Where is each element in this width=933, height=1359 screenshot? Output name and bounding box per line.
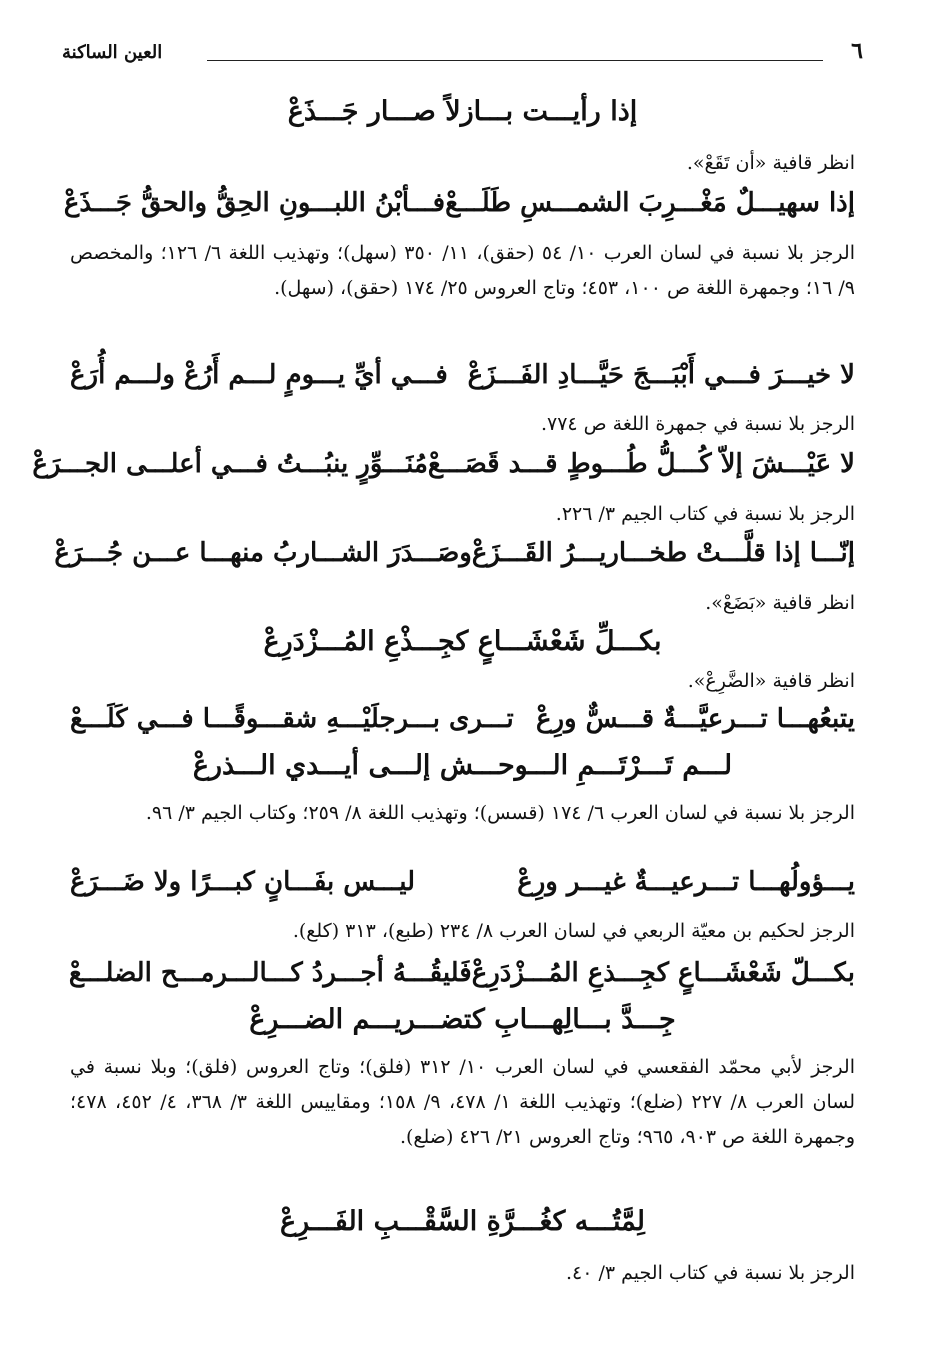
verse-8-first-hemistich: يـــؤولُهـــا تـــرعيـــةٌ غيـــر ورِعْ <box>517 867 855 897</box>
note-5: انظر قافية «بَضَعْ». <box>705 592 855 614</box>
verse-9 <box>70 958 855 988</box>
note-4: الرجز بلا نسبة في كتاب الجيم ٣/ ٢٢٦. <box>555 503 855 525</box>
verse-5-second-hemistich: وصَـــدَرَ الشـــاربُ منهـــا عـــن جُـــرَعْ <box>54 538 472 568</box>
verse-4-second-hemistich: مُنَـــوِّرٍ ينبُـــتُ فـــي أعلـــى الجـــرَعْ <box>32 449 428 479</box>
note-1: انظر قافية «أن تَقَعْ». <box>686 152 855 174</box>
note-9: الرجز لأبي محمّد الفقعسي في لسان العرب ١٠/ ٣١٢ (فلق)؛ وتاج العروس (فلق)؛ وبلا نسبة في لسان العرب ٨/ ٢٢٧ (ضلع)؛ وتهذيب اللغة ١/ ٤٧٨، ٩/ ١٥٨؛ ومقاييس اللغة ٣/ ٣٦٨، ٤/ ٤٥٢، ٤٧٨؛ وجمهرة اللغة ص ٩٠٣، ٩٦٥؛ وتاج العروس ٢١/ ٤٢٦ (ضلع). <box>70 1056 856 1149</box>
header-rule <box>207 60 823 61</box>
verse-6: بكـــلِّ شَعْشَـــاعٍ كجِـــذْعِ المُـــزْدَرِعْ <box>263 626 662 657</box>
verse-3-second-hemistich: فـــي أيِّ يـــومٍ لـــم أَرُعْ ولـــم أُرَعْ <box>70 360 448 390</box>
verse-7-third-line: لـــم تَـــرْتَـــمِ الـــوحـــش إلـــى أيـــدي الـــذرعْ <box>192 750 733 781</box>
verse-5-first-hemistich: إنّـــا إذا قلَّـــتْ طخـــاريـــرُ القَـــزَعْ <box>471 538 855 568</box>
verse-7-first-hemistich: يتبعُهـــا تـــرعيَّـــةٌ قـــسٌّ ورِعْ <box>535 704 855 734</box>
page-number: ٦ <box>851 38 863 64</box>
verse-7 <box>70 704 855 734</box>
verse-9-second-hemistich: فَليقُـــهُ أجـــردُ كـــالـــرمـــح الضلـــعْ <box>68 958 472 988</box>
note-6: انظر قافية «الضَّرِعْ». <box>687 670 855 692</box>
verse-8-second-hemistich: ليـــس بفَـــانٍ كبـــرًا ولا ضَـــرَعْ <box>70 867 416 897</box>
verse-7-second-hemistich: تـــرى بـــرجلَيْـــهِ شقـــوقًـــا فـــي كَلَـــعْ <box>70 704 514 734</box>
verse-8 <box>70 867 855 897</box>
verse-2-first-hemistich: إذا سهيـــلٌ مَغْـــرِبَ الشمـــسِ طَلَـــعْ <box>445 188 855 218</box>
verse-5 <box>54 538 855 568</box>
verse-9-first-hemistich: بكـــلّ شَعْشَـــاعٍ كجِـــذعِ المُـــزْدَرِعْ <box>471 958 855 988</box>
note-7: الرجز بلا نسبة في لسان العرب ٦/ ١٧٤ (قسس)؛ وتهذيب اللغة ٨/ ٢٥٩؛ وكتاب الجيم ٣/ ٩٦. <box>145 802 855 824</box>
note-8: الرجز لحكيم بن معيّة الربعي في لسان العرب ٨/ ٢٣٤ (طبع)، ٣١٣ (كلع). <box>292 920 855 942</box>
verse-3-first-hemistich: لا خيـــرَ فـــي أَبْبَـــجَ حَيَّـــادِ الفَـــزَعْ <box>467 360 855 390</box>
verse-2-second-hemistich: فـــأبْنُ اللبـــونِ الحِقُّ والحقُّ جَـــذَعْ <box>63 188 446 218</box>
running-title: العين الساكنة <box>62 42 163 63</box>
verse-3 <box>70 360 855 390</box>
verse-10: لِمَّتُـــه كغُـــرَّةِ السَّقْـــبِ الفَـــرِعْ <box>280 1206 645 1237</box>
note-3: الرجز بلا نسبة في جمهرة اللغة ص ٧٧٤. <box>540 413 855 435</box>
verse-4-first-hemistich: لا عَيْـــشَ إلاّ كُـــلُّ طُـــوطٍ قـــد قَصَـــعْ <box>427 449 855 479</box>
verse-9-third-line: جِـــدَّ بـــالِهـــابِ كتضـــريـــم الضـــرِعْ <box>249 1004 676 1035</box>
verse-2 <box>63 188 855 218</box>
verse-1: إذا رأيـــت بـــازلاً صـــار جَـــذَعْ <box>287 96 638 127</box>
note-10: الرجز بلا نسبة في كتاب الجيم ٣/ ٤٠. <box>565 1262 855 1284</box>
note-2: الرجز بلا نسبة في لسان العرب ١٠/ ٥٤ (حقق)، ١١/ ٣٥٠ (سهل)؛ وتهذيب اللغة ٦/ ١٢٦؛ والمخصص ٩/ ١٦؛ وجمهرة اللغة ص ١٠٠، ٤٥٣؛ وتاج العروس ٢٥/ ١٧٤ (حقق)، (سهل). <box>70 242 855 300</box>
verse-4 <box>32 449 855 479</box>
page-header <box>62 38 863 68</box>
